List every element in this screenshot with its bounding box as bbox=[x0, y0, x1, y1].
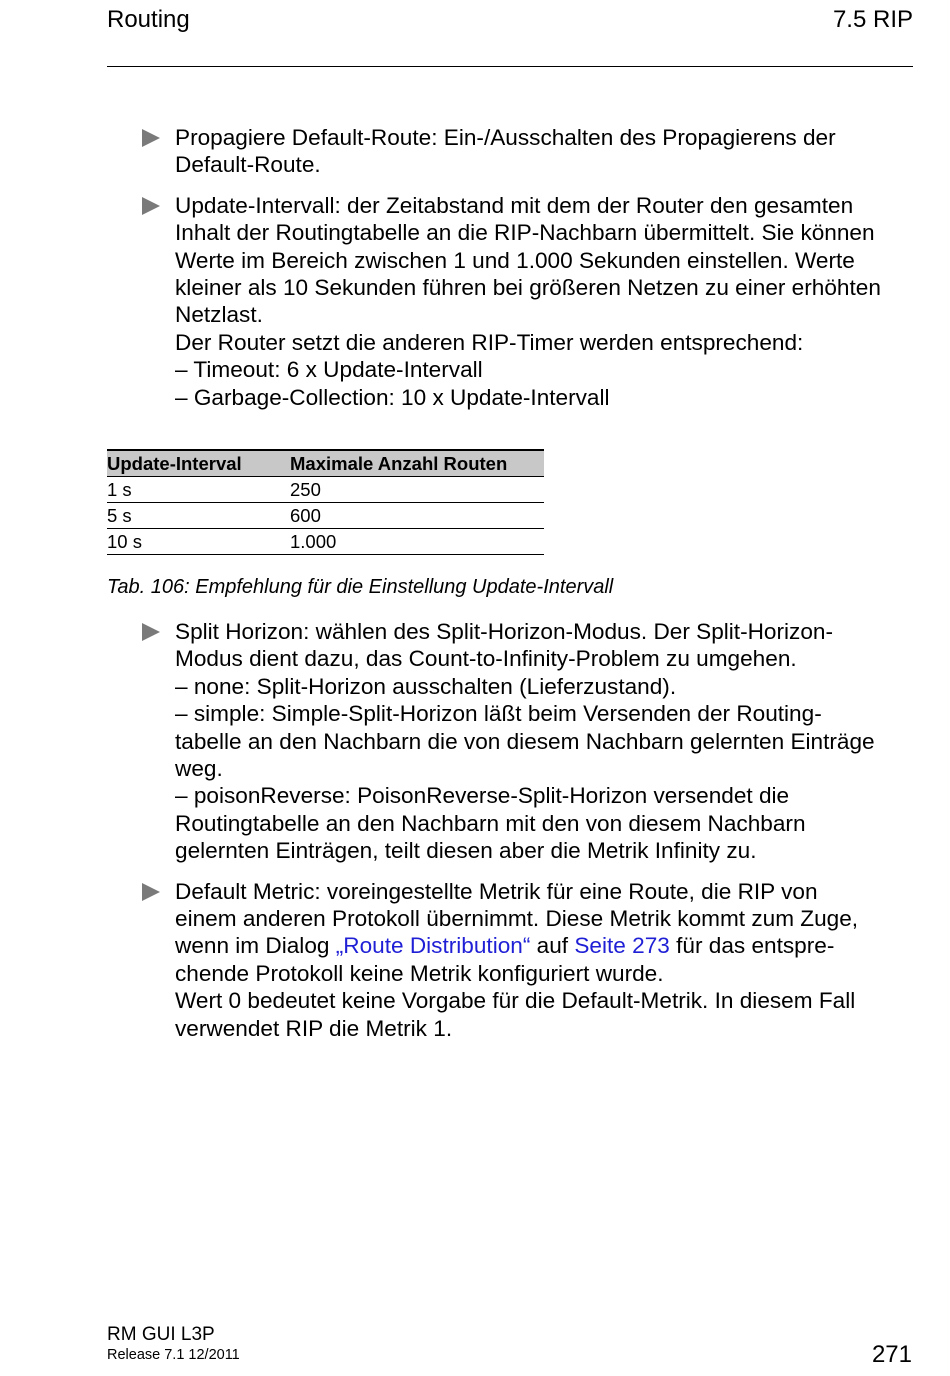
table-cell: 250 bbox=[290, 477, 544, 503]
text-line: Propagiere Default-Route: Ein-/Ausschalten des Propagierens der bbox=[175, 125, 836, 150]
text-line: Routingtabelle an den Nachbarn mit den von diesem Nachbarn bbox=[175, 810, 806, 836]
header-divider bbox=[107, 66, 913, 67]
bullet-arrow-icon bbox=[142, 883, 160, 901]
bullet-default-metric bbox=[140, 878, 915, 1042]
text-line: gelernten Einträgen, teilt diesen aber die Metrik Infinity zu. bbox=[175, 838, 757, 864]
text-line: Default-Route. bbox=[175, 152, 321, 178]
text-line: Split Horizon: wählen des Split-Horizon-Modus. Der Split-Horizon- bbox=[175, 619, 833, 644]
text-line: Inhalt der Routingtabelle an die RIP-Nachbarn übermittelt. Sie können bbox=[175, 220, 875, 246]
text-line: Netzlast. bbox=[175, 302, 263, 328]
text-line: einem anderen Protokoll übernimmt. Diese Metrik kommt zum Zuge, bbox=[175, 906, 859, 932]
footer-release-info: Release 7.1 12/2011 bbox=[107, 1347, 240, 1363]
bullet-list-top bbox=[140, 124, 915, 424]
text-segment: für das entspre- bbox=[669, 933, 835, 959]
bullet-list-bottom bbox=[140, 618, 915, 1055]
text-line: – simple: Simple-Split-Horizon läßt beim Versenden der Routing- bbox=[175, 701, 822, 727]
bullet-update-interval bbox=[140, 192, 915, 411]
table-header-update-interval: Update-Interval bbox=[107, 450, 290, 477]
text-line: weg. bbox=[175, 756, 223, 782]
text-line: Wert 0 bedeutet keine Vorgabe für die Default-Metrik. In diesem Fall bbox=[175, 988, 856, 1014]
text-line: – poisonReverse: PoisonReverse-Split-Horizon versendet die bbox=[175, 783, 790, 809]
text-line: kleiner als 10 Sekunden führen bei größeren Netzen zu einer erhöhten bbox=[175, 275, 881, 301]
text-line: Der Router setzt die anderen RIP-Timer werden entsprechend: bbox=[175, 329, 804, 355]
table-row bbox=[107, 529, 544, 555]
text-line: verwendet RIP die Metrik 1. bbox=[175, 1015, 453, 1041]
table-cell: 600 bbox=[290, 503, 544, 529]
page-reference-link[interactable]: Seite 273 bbox=[574, 933, 670, 959]
bullet-arrow-icon bbox=[142, 197, 160, 215]
text-line: tabelle an den Nachbarn die von diesem Nachbarn gelernten Einträge bbox=[175, 728, 875, 754]
update-interval-table bbox=[107, 449, 544, 555]
text-line: – Timeout: 6 x Update-Intervall bbox=[175, 357, 483, 383]
table-cell: 1 s bbox=[107, 477, 290, 503]
page-number: 271 bbox=[871, 1341, 912, 1368]
text-line: Modus dient dazu, das Count-to-Infinity-Problem zu umgehen. bbox=[175, 646, 797, 672]
footer-document-title: RM GUI L3P bbox=[107, 1324, 215, 1345]
text-line: Default Metric: voreingestellte Metrik für eine Route, die RIP von bbox=[175, 878, 818, 904]
table-row bbox=[107, 503, 544, 529]
table-caption: Tab. 106: Empfehlung für die Einstellung Update-Intervall bbox=[107, 576, 614, 598]
route-distribution-link[interactable]: „Route Distribution“ bbox=[335, 933, 531, 959]
text-segment: auf bbox=[530, 933, 575, 959]
bullet-arrow-icon bbox=[142, 623, 160, 641]
header-section: 7.5 RIP bbox=[832, 6, 913, 33]
text-line: chende Protokoll keine Metrik konfiguriert wurde. bbox=[175, 960, 664, 986]
table-cell: 10 s bbox=[107, 529, 290, 555]
bullet-propagate-default-route bbox=[140, 124, 915, 179]
table-row bbox=[107, 477, 544, 503]
text-line: Werte im Bereich zwischen 1 und 1.000 Sekunden einstellen. Werte bbox=[175, 247, 855, 273]
text-line-with-links bbox=[175, 932, 915, 959]
table-header-row bbox=[107, 450, 544, 477]
table-cell: 5 s bbox=[107, 503, 290, 529]
table-header-max-routes: Maximale Anzahl Routen bbox=[290, 450, 544, 477]
text-segment: wenn im Dialog bbox=[175, 933, 336, 959]
table-cell: 1.000 bbox=[290, 529, 544, 555]
bullet-split-horizon bbox=[140, 618, 915, 865]
text-line: – none: Split-Horizon ausschalten (Lieferzustand). bbox=[175, 673, 677, 699]
header-chapter: Routing bbox=[107, 6, 190, 33]
bullet-arrow-icon bbox=[142, 129, 160, 147]
text-line: – Garbage-Collection: 10 x Update-Intervall bbox=[175, 384, 610, 410]
text-line: Update-Intervall: der Zeitabstand mit dem der Router den gesamten bbox=[175, 192, 854, 218]
